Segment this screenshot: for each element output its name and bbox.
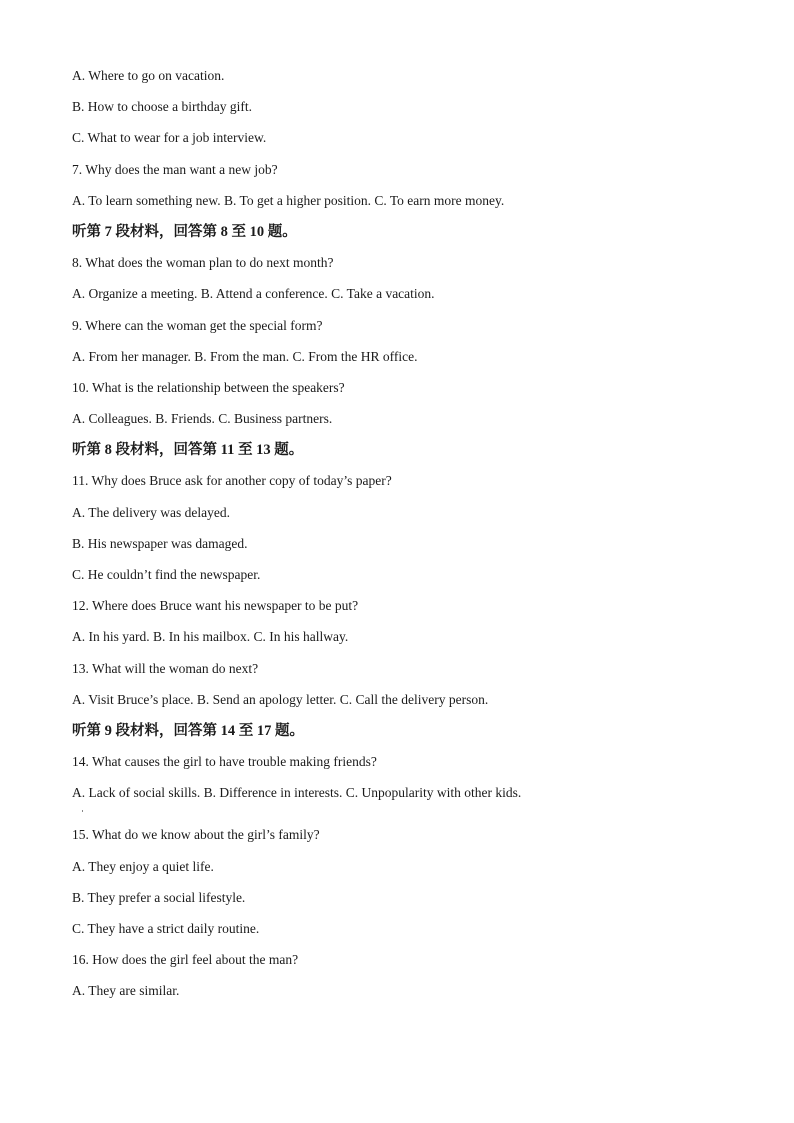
option-16-a: A. They are similar. <box>72 983 180 999</box>
question-9: 9. Where can the woman get the special form? <box>72 317 323 333</box>
options-14: A. Lack of social skills. B. Difference in interests. C. Unpopularity with other kids. <box>72 785 522 801</box>
options-10: A. Colleagues. B. Friends. C. Business partners. <box>72 411 333 427</box>
section-heading-8: 听第 8 段材料，回答第 11 至 13 题。 <box>72 442 304 459</box>
question-12: 12. Where does Bruce want his newspaper to be put? <box>72 598 359 614</box>
option-11-c: C. He couldn’t find the newspaper. <box>72 567 261 582</box>
option-line: A. Where to go on vacation. <box>72 68 225 83</box>
option-line: C. What to wear for a job interview. <box>72 130 267 146</box>
document-page <box>72 66 732 1012</box>
question-15: 15. What do we know about the girl’s family? <box>72 827 320 843</box>
options-7: A. To learn something new. B. To get a higher position. C. To earn more money. <box>72 192 505 208</box>
option-15-b: B. They prefer a social lifestyle. <box>72 889 246 905</box>
section-heading-9: 听第 9 段材料，回答第 14 至 17 题。 <box>72 722 304 739</box>
option-line: B. How to choose a birthday gift. <box>72 99 252 115</box>
options-12: A. In his yard. B. In his mailbox. C. In his hallway. <box>72 629 349 645</box>
question-16: 16. How does the girl feel about the man? <box>72 952 299 968</box>
section-heading-7: 听第 7 段材料，回答第 8 至 10 题。 <box>72 223 297 240</box>
options-9: A. From her manager. B. From the man. C. From the HR office. <box>72 348 418 364</box>
stray-mark <box>82 810 83 812</box>
option-15-a: A. They enjoy a quiet life. <box>72 858 214 874</box>
question-8: 8. What does the woman plan to do next month? <box>72 255 334 271</box>
options-13: A. Visit Bruce’s place. B. Send an apology letter. C. Call the delivery person. <box>72 691 489 707</box>
question-14: 14. What causes the girl to have trouble making friends? <box>72 754 377 770</box>
question-10: 10. What is the relationship between the speakers? <box>72 379 345 395</box>
question-13: 13. What will the woman do next? <box>72 660 259 676</box>
question-11: 11. Why does Bruce ask for another copy of today’s paper? <box>72 473 392 489</box>
options-8: A. Organize a meeting. B. Attend a conference. C. Take a vacation. <box>72 286 435 302</box>
option-11-b: B. His newspaper was damaged. <box>72 535 248 551</box>
question-7: 7. Why does the man want a new job? <box>72 161 278 177</box>
option-11-a: A. The delivery was delayed. <box>72 504 230 520</box>
option-15-c: C. They have a strict daily routine. <box>72 920 260 936</box>
